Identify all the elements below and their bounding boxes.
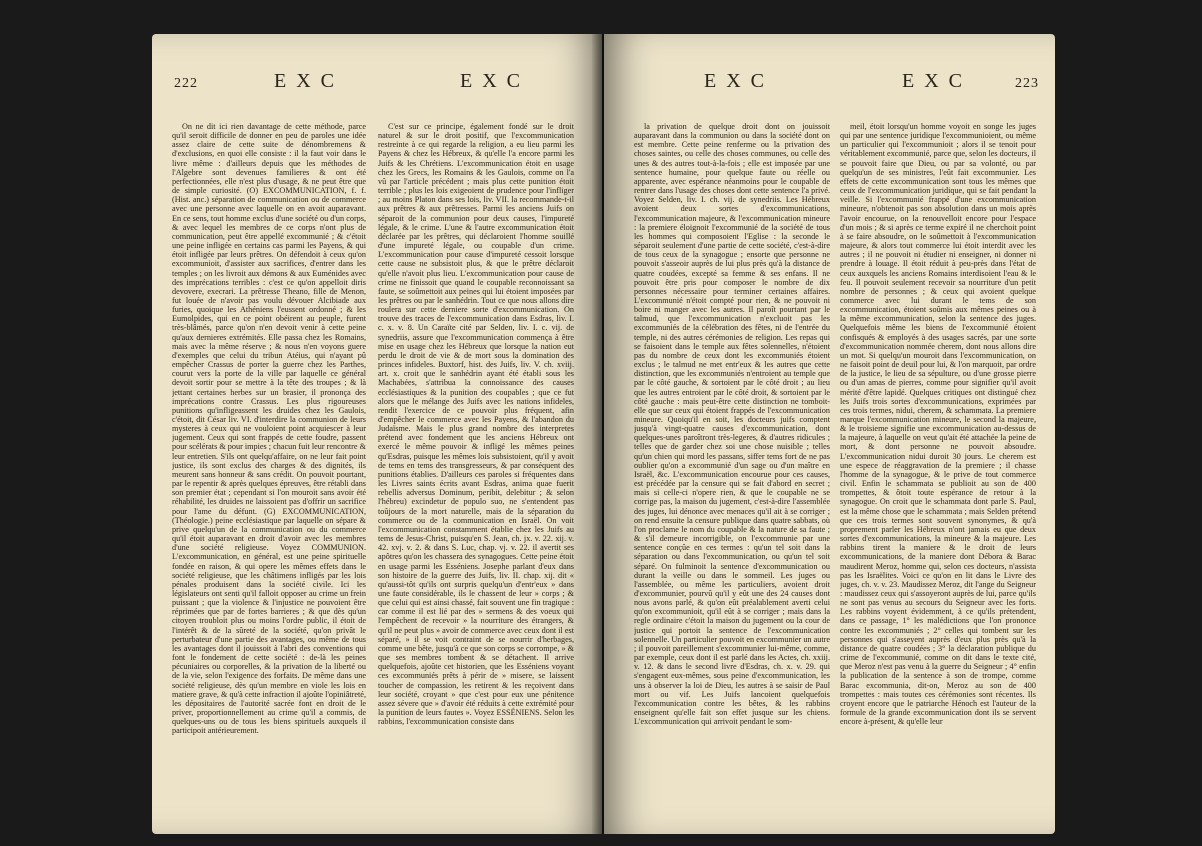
left-page bbox=[152, 34, 602, 834]
right-page-header bbox=[624, 70, 1039, 98]
column-text: meil, étoit lorsqu'un homme voyoit en songe les juges qui par une sentence juridique l'excommunioient, ou même un particulier qui l'excommunioit ; alors il se tenoit pour véritablement excommunié, parce que, selon les docteurs, il se pouvoit faire que Dieu, ou par sa volonté, ou par quelqu'un de ses ministres, l'eût fait excommunier. Les effets de cette excommunication sont tous les mêmes que ceux de l'excommunication juridique, qui se fait pendant la veille. Si l'excommunié frappé d'une excommunication mineure, n'obtenoit pas son absolution dans un mois après l'avoir encourue, on la renouvelloit encore pour l'espace d'un mois ; & si après ce terme expiré il ne cherchoit point à se faire absoudre, on le soûmettoit à l'excommunication majeure, & alors tout commerce lui étoit interdit avec les autres ; il ne pouvoit ni étudier ni enseigner, ni donner ni prendre à louage. Il étoit réduit à peu-près dans l'état de ceux auxquels les anciens Romains interdisoient l'eau & le feu. Il pouvoit seulement recevoir sa nourriture d'un petit nombre de personnes ; & ceux qui avoient quelque commerce avec lui durant le tems de son excommunication, étoient soûmis aux mêmes peines ou à la même excommunication, selon la sentence des juges. Quelquefois même les biens de l'excommunié étoient confisqués & employés à des usages sacrés, par une sorte d'excommunication nommée cherem, dont nous allons dire un mot. Si quelqu'un mouroit dans l'excommunication, on ne faisoit point de deuil pour lui, & l'on marquoit, par ordre de la justice, le lieu de sa sépulture, ou d'une grosse pierre ou d'un amas de pierres, comme pour signifier qu'il avoit mérité d'être lapidé. Quelques critiques ont distingué chez les Juifs trois sortes d'excommunications, exprimées par ces trois termes, nidui, cherem, & schammata. La premiere marque l'excommunication mineure, le second la majeure, & le troisieme signifie une excommunication au-dessus de la majeure, à laquelle on veut qu'ait été attachée la peine de mort, & dont personne ne pouvoit absoudre. L'excommunication nidui duroit 30 jours. Le cherem est une espece de réaggravation de la premiere ; il chasse l'homme de la synagogue, & le prive de tout commerce civil. Enfin le schammata se publioit au son de 400 trompettes, & ôtoit toute espérance de retour à la synagogue. On croit que le schammata dont parle S. Paul, est la même chose que le schammata ; mais Selden prétend que ces trois termes sont souvent synonymes, & qu'à proprement parler les Hébreux n'ont jamais eu que deux sortes d'excommunications, la mineure & la majeure. Les rabbins tirent la maniere & le droit de leurs excommunications, de la maniere dont Débora & Barac maudirent Meroz, homme qui, selon ces docteurs, n'assista pas les Israëlites. Voici ce qu'on en lit dans le Livre des juges, ch. v. v. 23. Maudissez Meroz, dit l'ange du Seigneur : maudissez ceux qui s'assoyeront auprès de lui, parce qu'ils ne sont pas venus au secours du Seigneur avec les forts. Les rabbins voyent évidemment, à ce qu'ils prétendent, dans ce passage, 1° les malédictions que l'on prononce contre les excommuniés ; 2° celles qui tombent sur les personnes qui s'asseyent auprès d'eux plus près qu'à la distance de quatre coudées ; 3° la déclaration publique du crime de l'excommunié, comme on dit dans le texte cité, que Meroz n'est pas venu à la guerre du Seigneur ; 4° enfin la publication de la sentence à son de trompe, comme Barac excommunia, dit-on, Meroz au son de 400 trompettes : mais toutes ces cérémonies sont récentes. Ils croyent encore que le patriarche Hénoch est l'auteur de la formule de la grande excommunication dont ils se servent encore à-présent, & qu'elle leur bbox=[840, 122, 1036, 727]
page-number: 223 bbox=[1015, 76, 1039, 91]
running-head-right: EXC bbox=[460, 70, 530, 92]
running-head-left: EXC bbox=[274, 70, 344, 92]
column-text: C'est sur ce principe, également fondé sur le droit naturel & sur le droit positif, que l'excommunication restreinte à ce qui regarde la religion, a eu lieu parmi les Payens & chez les Hébreux, & qu'elle l'a encore parmi les Juifs & les Chrétiens. L'excommunication étoit en usage chez les Grecs, les Romains & les Gaulois, comme on l'a vû par l'article précédent ; mais plus cette punition étoit terrible ; plus les lois exigeoient de prudence pour l'infliger ; au moins Platon dans ses lois, liv. VII. la recommande-t-il aux prêtres & aux prêtresses. Parmi les anciens Juifs on séparoit de la communion pour deux causes, l'impureté légale, & le crime. L'une & l'autre excommunication étoit déclarée par les prêtres, qui déclaroient l'homme souillé d'une impureté légale, ou coupable d'un crime. L'excommunication pour cause d'impureté cessoit lorsque cette cause ne subsistoit plus, & que le prêtre déclaroit qu'elle n'avoit plus lieu. L'excommunication pour cause de crime ne finissoit que quand le coupable reconnoissant sa faute, se soûmettoit aux peines qui lui étoient imposées par les prêtres ou par le sanhédrin. Tout ce que nous allons dire roulera sur cette derniere sorte d'excommunication. On trouve des traces de l'excommunication dans Esdras, liv. I. c. x. v. 8. Un Caraïte cité par Selden, liv. I. c. vij. de synedriis, assure que l'excommunication commença à être mise en usage chez les Hébreux que lorsque la nation eut perdu le droit de vie & de mort sous la domination des princes infideles. Buxtorf, hist. des Juifs, liv. V. ch. xviij. art. x. croit que le sanhédrin ayant été établi sous les Machabées, s'attribua la connoissance des causes ecclésiastiques & la punition des coupables ; que ce fut alors que le mélange des Juifs avec les nations infideles, rendit l'exercice de ce pouvoir plus fréquent, afin d'empêcher le commerce avec les Payens, & l'abandon du Judaïsme. Mais le plus grand nombre des interpretes prétend avec fondement que les anciens Hébreux ont exercé le même pouvoir & infligé les mêmes peines qu'Esdras, puisque les mêmes lois subsistoient, qu'il y avoit de tems en tems des transgresseurs, & par conséquent des punitions établies. D'ailleurs ces paroles si fréquentes dans les Livres saints écrits avant Esdras, anima quae fuerit rebellis adversus Dominum, peribit, delebitur ; & selon l'hébreu) excindetur de populo suo, ne s'entendent pas toûjours de la mort naturelle, mais de la séparation du commerce ou de la communication en Israël. On voit l'excommunication constamment établie chez les Juifs au tems de Jesus-Christ, puisqu'en S. Jean, ch. jx. v. 22. xij. v. 42. xvj. v. 2. & dans S. Luc, chap. vj. v. 22. il avertit ses apôtres qu'on les chassera des synagogues. Cette peine étoit en usage parmi les Esséniens. Josephe parlant d'eux dans son histoire de la guerre des Juifs, liv. II. chap. xij. dit « qu'aussi-tôt qu'ils ont surpris quelqu'un d'entr'eux » dans une faute considérable, ils le chassent de leur » corps ; & que celui qui est ainsi chassé, fait souvent une fin tragique : car comme il est lié par des » sermens & des voeux qui l'empêchent de recevoir » la nourriture des étrangers, & qu'il ne peut plus » avoir de commerce avec ceux dont il est séparé, » il se voit contraint de se nourrir d'herbages, comme une bête, jusqu'à ce que son corps se corrompe, » & que ses membres tombent & se détachent. Il arrive quelquefois, ajoûte cet historien, que les Esséniens voyant ces excommuniés prêts à périr de » misere, se laissent toucher de compassion, les retirent & les reçoivent dans leur société, croyant » que c'est pour eux une pénitence assez sévere que » d'avoir été réduits à cette extrémité pour la punition de leurs fautes ». Voyez ESSÉNIENS. Selon les rabbins, l'excommunication consiste dans bbox=[378, 122, 574, 727]
running-head-left: EXC bbox=[704, 70, 774, 92]
text-column-1 bbox=[634, 122, 830, 814]
book-spread bbox=[152, 34, 1055, 834]
text-column-1 bbox=[172, 122, 366, 814]
text-column-2 bbox=[840, 122, 1036, 814]
left-page-header bbox=[174, 70, 584, 98]
column-text: On ne dit ici rien davantage de cette méthode, parce qu'il seroit difficile de donner en peu de paroles une idée assez claire de cette suite de dénombremens & d'exclusions, en quoi elle consiste : il la faut voir dans le livre même : d'ailleurs depuis que les méthodes de l'Algebre sont devenues familieres & ont été perfectionnées, elle n'est plus d'usage, & ne peut être que de simple curiosité. (O) EXCOMMUNICATION, f. f. (Hist. anc.) séparation de communication ou de commerce avec une personne avec laquelle on en avoit auparavant. En ce sens, tout homme exclus d'une société ou d'un corps, & avec lequel les membres de ce corps n'ont plus de communication, peut être appellé excommunié ; & c'étoit une peine infligée en certains cas parmi les Payens, & qui étoit infligée par leurs prêtres. On défendoit à ceux qu'on excommunioit, d'assister aux sacrifices, d'entrer dans les temples ; on les livroit aux démons & aux Euménides avec des imprécations terribles : c'est ce qu'on appelloit diris devovere, execrari. La prêtresse Theano, fille de Menon, fut louée de n'avoir pas voulu dévouer Alcibiade aux furies, quoique les Athéniens l'eussent ordonné ; & les Eumolpides, qui en ce point obéirent au peuple, furent très-blâmés, parce qu'on n'en devoit venir à cette peine qu'aux dernieres extrémités. Elle passa chez les Romains, mais avec la même réserve ; & nous n'en voyons guere d'exemples que celui du tribun Atéius, qui n'ayant pû empêcher Crassus de porter la guerre chez les Parthes, courut vers la porte de la ville par laquelle ce général devoit sortir pour se mettre à la tête des troupes ; & là jettant certaines herbes sur un brasier, il prononça des imprécations contre Crassus. Les plus rigoureuses punitions qu'infligeassent les druides chez les Gaulois, c'étoit, dit César liv. VI. d'interdire la communion de leurs mysteres à ceux qui ne vouloient point acquiescer à leur jugement. Ceux qui sont frappés de cette foudre, passent pour scélérats & pour impies ; chacun fuit leur rencontre & leur entretien. S'ils ont quelqu'affaire, on ne leur fait point justice, ils sont exclus des charges & des dignités, ils meurent sans honneur & sans crédit. On pouvoit pourtant, par le repentir & après quelques épreuves, être rétabli dans son premier état ; cependant si l'on mouroit sans avoir été réhabilité, les druides ne laissoient pas d'offrir un sacrifice pour l'ame du défunt. (G) EXCOMMUNICATION, (Théologie.) peine ecclésiastique par laquelle on sépare & prive quelqu'un de la communication ou du commerce qu'il étoit auparavant en droit d'avoir avec les membres d'une société religieuse. Voyez COMMUNION. L'excommunication, en général, est une peine spirituelle fondée en raison, & qui opere les mêmes effets dans le société religieuse, que les châtimens infligés par les lois pénales produisent dans la société civile. Ici les législateurs ont senti qu'il falloit opposer au crime un frein puissant ; que la violence & l'injustice ne pouvoient être réprimées que par de fortes barrieres ; & que dès qu'un citoyen troubloit plus ou moins l'ordre public, il étoit de l'intérêt & de la sûreté de la société, qu'on privât le perturbateur d'une partie des avantages, ou même de tous les avantages dont il jouissoit à l'abri des conventions qui font le fondement de cette société : de-là les peines pécuniaires ou corporelles, & la privation de la liberté ou de la vie, selon l'exigence des forfaits. De même dans une société religieuse, dès qu'un membre en viole les lois en matiere grave, & qu'à cette infraction il ajoûte l'opiniâtreté, les dépositaires de l'autorité sacrée font en droit de le priver, proportionnellement au crime qu'il a commis, de quelques-uns ou de tous les biens spirituels auxquels il participoit antérieurement. bbox=[172, 122, 366, 736]
page-number: 222 bbox=[174, 76, 198, 91]
right-page bbox=[604, 34, 1055, 834]
running-head-right: EXC bbox=[902, 70, 972, 92]
column-text: la privation de quelque droit dont on jouissoit auparavant dans la communion ou dans la société dont on est membre. Cette peine renferme ou la privation des choses saintes, ou celle des choses communes, ou celle des unes & des autres tout-à-la-fois ; elle est imposée par une sentence humaine, pour quelque faute ou réelle ou apparente, avec espérance néanmoins pour le coupable de rentrer dans l'usage des choses dont cette sentence l'a privé. Voyez Selden, liv. I. ch. vij. de synedriis. Les Hébreux avoient deux sortes d'excommunications, l'excommunication majeure, & l'excommunication mineure : la premiere éloignoit l'excommunié de la société de tous les hommes qui composoient l'Eglise : la seconde le séparoit seulement d'une partie de cette société, c'est-à-dire de tous ceux de la synagogue ; ensorte que personne ne pouvoit s'asseoir auprès de lui plus près qu'à la distance de quatre coudées, excepté sa femme & ses enfans. Il ne pouvoit être pris pour composer le nombre de dix personnes nécessaire pour terminer certaines affaires. L'excommunié n'étoit compté pour rien, & ne pouvoit ni boire ni manger avec les autres. Il paroît pourtant par le talmud, que l'excommunication n'excluoit pas les excommuniés de la célébration des fêtes, ni de l'entrée du temple, ni des autres cérémonies de religion. Les repas qui se faisoient dans le temple aux fêtes solennelles, n'étoient pas du nombre de ceux dont les excommuniés étoient exclus ; le talmud ne met entr'eux & les autres que cette distinction, que les excommuniés n'entroient au temple que par le côté gauche, & sortoient par le côté droit ; au lieu que les autres entroient par le côté droit, & sortoient par le côté gauche : mais peut-être cette distinction ne tomboit-elle que sur ceux qui étoient frappés de l'excommunication mineure. Quoiqu'il en soit, les docteurs juifs comptent jusqu'à vingt-quatre causes d'excommunication, dont quelques-unes paroîtront très-legeres, & d'autres ridicules ; telles que de garder chez soi une chose nuisible ; telles qu'un chien qui mord les passans, siffer tems fort de ne pas oublier qu'on a excommunié d'un sage ou d'un maître en Israël, &c. L'excommunication encourue pour ces causes, est précédée par la censure qui se fait d'abord en secret ; mais si celle-ci n'opere rien, & que le coupable ne se corrige pas, la maison du jugement, c'est-à-dire l'assemblée des juges, lui dénonce avec menaces qu'il ait à se corriger ; on rend ensuite la censure publique dans quatre sabbats, où l'on proclame le nom du coupable & la nature de sa faute ; & s'il demeure incorrigible, on l'excommunie par une sentence conçûe en ces termes : qu'un tel soit dans la séparation ou dans l'excommunication, ou qu'un tel soit séparé. On fulminoit la sentence d'excommunication ou durant la veille ou dans le sommeil. Les juges ou l'assemblée, ou même les particuliers, avoient droit d'excommunier, pourvû qu'il y eût une des 24 causes dont nous avons parlé, & qu'on eût préalablement averti celui qu'on excommunioit, qu'il eût à se corriger ; mais dans la regle ordinaire c'étoit la maison du jugement ou la cour de justice qui portoit la sentence de l'excommunication solennelle. Un particulier pouvoit en excommunier un autre ; il pouvoit pareillement s'excommunier lui-même, comme, par exemple, ceux dont il est parlé dans les Actes, ch. xxiij. v. 12. & dans le second livre d'Esdras, ch. x. v. 29. qui s'engagent eux-mêmes, sous peine d'excommunication, les uns à observer la loi de Dieu, les autres à se saisir de Paul mort ou vif. Les Juifs lancoient quelquefois l'excommunication contre les bêtes, & les rabbins enseignent qu'elle fait son effet jusque sur les chiens. L'excommunication qui arrivoit pendant le som- bbox=[634, 122, 830, 727]
text-column-2 bbox=[378, 122, 574, 814]
